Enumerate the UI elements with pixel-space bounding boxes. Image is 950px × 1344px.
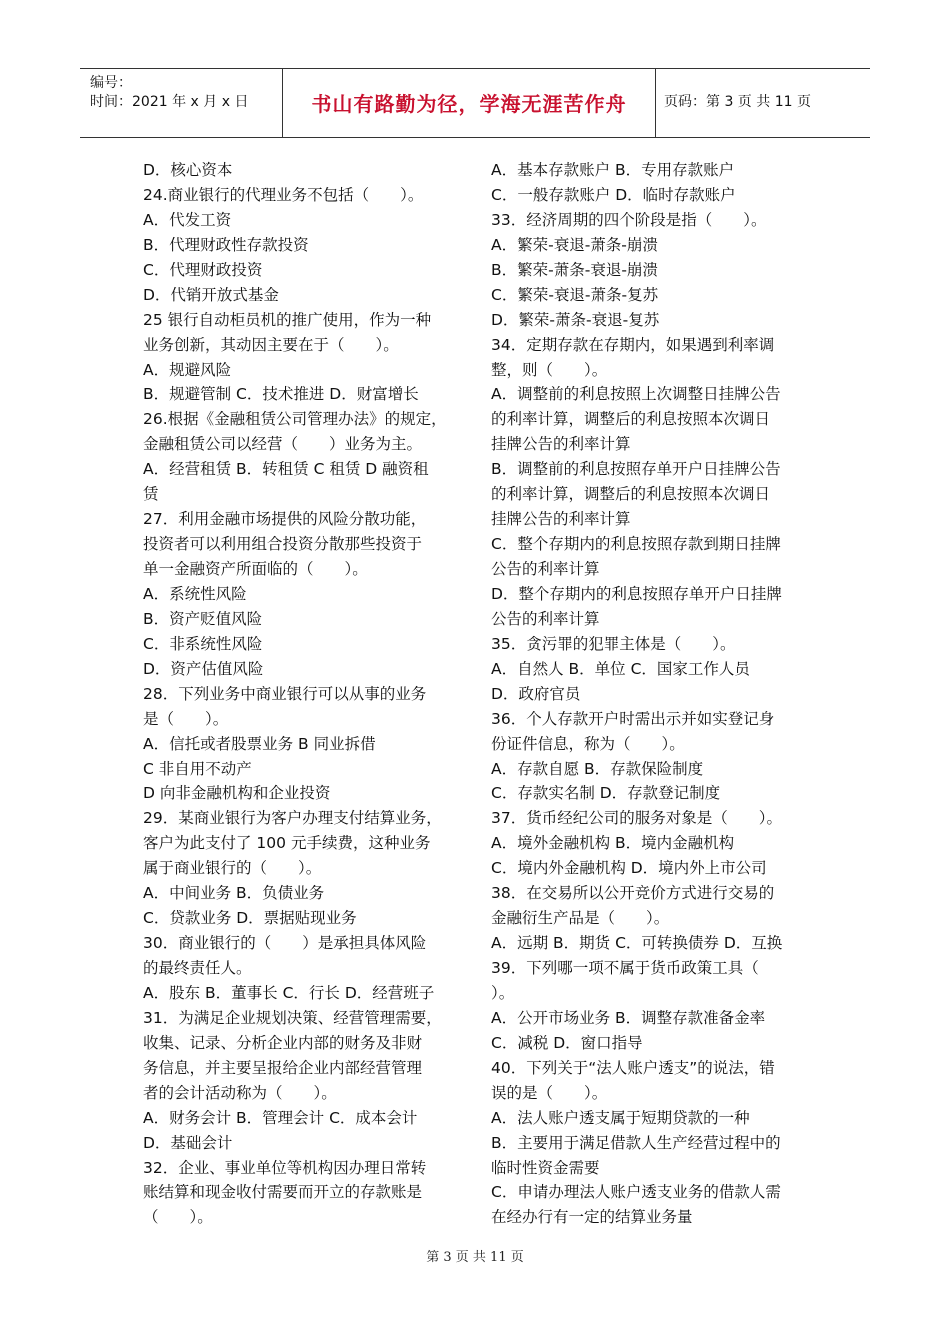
text-line: D．核心资本 xyxy=(143,161,233,179)
text-line: A．公开市场业务 B．调整存款准备金率 xyxy=(491,1008,766,1027)
text-line: 单一金融资产所面临的（ ）。 xyxy=(143,560,368,578)
text-line: 务信息，并主要呈报给企业内部经营管理 xyxy=(143,1058,423,1077)
header-meta-cell xyxy=(80,69,283,137)
text-line: C．繁荣-衰退-萧条-复苏 xyxy=(491,285,659,304)
text-line: A．法人账户透支属于短期贷款的一种 xyxy=(491,1108,750,1127)
text-line: A．规避风险 xyxy=(143,360,232,379)
text-line: 赁 xyxy=(143,485,159,504)
text-line: D．整个存期内的利息按照存单开户日挂牌 xyxy=(491,584,782,603)
text-line: A．经营租赁 B．转租赁 C 租赁 D 融资租 xyxy=(143,460,429,479)
text-line: 29．某商业银行为客户办理支付结算业务， xyxy=(143,809,442,828)
text-line: ）。 xyxy=(491,983,515,1002)
text-line: 25 银行自动柜员机的推广使用，作为一种 xyxy=(143,310,432,329)
number-label: 编号： xyxy=(90,75,132,91)
text-line: 39．下列哪一项不属于货币政策工具（ xyxy=(491,959,759,977)
text-line: 33．经济周期的四个阶段是指（ ）。 xyxy=(491,210,767,229)
text-line: D．政府官员 xyxy=(491,684,581,703)
text-line: C．非系统性风险 xyxy=(143,634,263,653)
text-line: A．调整前的利息按照上次调整日挂牌公告 xyxy=(491,385,781,404)
text-line: 26.根据《金融租赁公司管理办法》的规定， xyxy=(143,410,447,429)
text-line: 在经办行有一定的结算业务量 xyxy=(491,1208,693,1227)
text-line: D．基础会计 xyxy=(143,1133,233,1152)
header-page-cell xyxy=(656,69,870,137)
text-line: 24.商业银行的代理业务不包括（ ）。 xyxy=(143,185,424,204)
text-line: D．繁荣-萧条-衰退-复苏 xyxy=(491,310,660,329)
text-line: 者的会计活动称为（ ）。 xyxy=(143,1083,337,1102)
text-line: 的利率计算，调整后的利息按照本次调日 xyxy=(491,410,771,429)
text-line: D．资产估值风险 xyxy=(143,659,264,678)
text-line: C．整个存期内的利息按照存款到期日挂牌 xyxy=(491,535,781,554)
text-line: A．信托或者股票业务 B 同业拆借 xyxy=(143,734,376,753)
text-line: 37．货币经纪公司的服务对象是（ ）。 xyxy=(491,809,782,828)
text-line: A．繁荣-衰退-萧条-崩溃 xyxy=(491,235,658,254)
text-line: A．远期 B．期货 C．可转换债券 D．互换 xyxy=(491,934,783,953)
text-line: 收集、记录、分析企业内部的财务及非财 xyxy=(143,1033,423,1052)
text-line: 27．利用金融市场提供的风险分散功能， xyxy=(143,510,427,529)
text-line: 28．下列业务中商业银行可以从事的业务 xyxy=(143,684,427,703)
text-line: 误的是（ ）。 xyxy=(491,1083,608,1102)
text-line: C．存款实名制 D．存款登记制度 xyxy=(491,784,721,803)
date-label: 时间：2021 年 x 月 x 日 xyxy=(90,94,249,110)
text-line: 金融衍生产品是（ ）。 xyxy=(491,909,670,928)
text-line: 挂牌公告的利率计算 xyxy=(491,510,631,529)
text-line: B．代理财政性存款投资 xyxy=(143,235,309,254)
text-line: 临时性资金需要 xyxy=(491,1158,600,1177)
text-line: 属于商业银行的（ ）。 xyxy=(143,859,322,878)
text-line: B．繁荣-萧条-衰退-崩溃 xyxy=(491,260,658,279)
text-line: 32．企业、事业单位等机构因办理日常转 xyxy=(143,1158,427,1177)
text-line: C．代理财政投资 xyxy=(143,260,263,279)
text-line: A．存款自愿 B．存款保险制度 xyxy=(491,759,704,778)
text-line: 投资者可以利用组合投资分散那些投资于 xyxy=(143,535,423,554)
text-line: 业务创新，其动因主要在于（ ）。 xyxy=(143,335,399,354)
text-line: 40．下列关于“法人账户透支”的说法，错 xyxy=(491,1058,775,1077)
text-line: A．财务会计 B．管理会计 C．成本会计 xyxy=(143,1108,418,1127)
text-line: B．调整前的利息按照存单开户日挂牌公告 xyxy=(491,460,781,479)
text-line: D 向非金融机构和企业投资 xyxy=(143,784,331,803)
text-line: 份证件信息，称为（ ）。 xyxy=(491,734,685,753)
text-line: 金融租赁公司以经营（ ）业务为主。 xyxy=(143,435,423,454)
text-line: C．减税 D．窗口指导 xyxy=(491,1033,643,1052)
header-motto-cell xyxy=(283,69,656,137)
text-line: A．代发工资 xyxy=(143,210,232,229)
text-line: C 非自用不动产 xyxy=(143,759,252,778)
text-line: 31．为满足企业规划决策、经营管理需要， xyxy=(143,1008,442,1027)
text-line: B．规避管制 C．技术推进 D．财富增长 xyxy=(143,385,419,404)
text-line: A．系统性风险 xyxy=(143,584,247,603)
page-code: 页码：第 3 页 共 11 页 xyxy=(664,94,811,110)
text-line: 35．贪污罪的犯罪主体是（ ）。 xyxy=(491,634,736,653)
text-line: 公告的利率计算 xyxy=(491,609,600,628)
text-line: 挂牌公告的利率计算 xyxy=(491,435,631,454)
right-column xyxy=(491,158,821,1230)
text-line: C．一般存款账户 D．临时存款账户 xyxy=(491,185,736,204)
text-line: B．资产贬值风险 xyxy=(143,609,263,628)
text-line: A．境外金融机构 B．境内金融机构 xyxy=(491,834,735,853)
text-line: 账结算和现金收付需要而开立的存款账是 xyxy=(143,1183,423,1202)
left-column xyxy=(143,158,468,1230)
text-line: 的最终责任人。 xyxy=(143,959,252,977)
text-line: 36．个人存款开户时需出示并如实登记身 xyxy=(491,709,775,728)
text-line: 30．商业银行的（ ）是承担具体风险 xyxy=(143,934,427,953)
text-line: 的利率计算，调整后的利息按照本次调日 xyxy=(491,485,771,504)
page-header xyxy=(80,68,870,138)
page-footer: 第 3 页 共 11 页 xyxy=(426,1250,524,1265)
text-line: D．代销开放式基金 xyxy=(143,285,279,304)
text-line: C．贷款业务 D．票据贴现业务 xyxy=(143,909,357,928)
text-line: 整，则（ ）。 xyxy=(491,360,608,379)
text-line: 是（ ）。 xyxy=(143,709,229,728)
text-line: B．主要用于满足借款人生产经营过程中的 xyxy=(491,1133,781,1152)
text-line: A．基本存款账户 B．专用存款账户 xyxy=(491,161,735,179)
text-line: A．股东 B．董事长 C．行长 D．经营班子 xyxy=(143,983,435,1002)
text-line: C．申请办理法人账户透支业务的借款人需 xyxy=(491,1183,781,1202)
text-line: C．境内外金融机构 D．境内外上市公司 xyxy=(491,859,767,878)
text-line: 38．在交易所以公开竞价方式进行交易的 xyxy=(491,884,775,903)
text-line: 客户为此支付了 100 元手续费，这种业务 xyxy=(143,834,431,853)
text-line: 34．定期存款在存期内，如果遇到利率调 xyxy=(491,335,775,354)
motto-text: 书山有路勤为径，学海无涯苦作舟 xyxy=(311,92,627,116)
text-line: 公告的利率计算 xyxy=(491,560,600,578)
text-line: A．自然人 B．单位 C．国家工作人员 xyxy=(491,659,750,678)
text-line: （ ）。 xyxy=(143,1208,213,1227)
text-line: A．中间业务 B．负债业务 xyxy=(143,884,325,903)
